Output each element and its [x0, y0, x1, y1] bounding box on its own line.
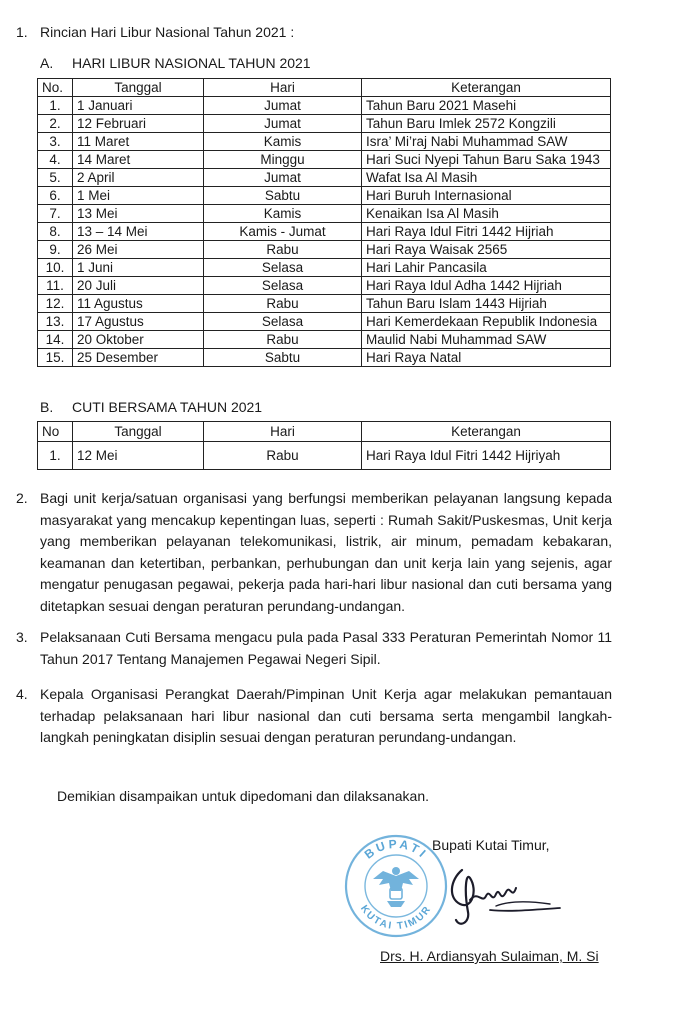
cell-hari: Jumat [204, 97, 362, 115]
cell-no: 10. [38, 259, 73, 277]
cell-hari: Kamis [204, 133, 362, 151]
cell-hari: Rabu [204, 241, 362, 259]
cell-keterangan: Tahun Baru Islam 1443 Hijriah [362, 295, 611, 313]
cell-tanggal: 17 Agustus [73, 313, 204, 331]
cell-no: 14. [38, 331, 73, 349]
cell-hari: Kamis [204, 205, 362, 223]
cell-tanggal: 20 Juli [73, 277, 204, 295]
cell-no: 13. [38, 313, 73, 331]
table-row [38, 442, 611, 470]
stamp-text-top: BUPATI [361, 836, 431, 862]
cell-hari: Rabu [204, 331, 362, 349]
section-a-title: HARI LIBUR NASIONAL TAHUN 2021 [72, 55, 311, 71]
table-row [38, 205, 611, 223]
cell-keterangan: Tahun Baru 2021 Masehi [362, 97, 611, 115]
cell-tanggal: 2 April [73, 169, 204, 187]
cell-hari: Selasa [204, 313, 362, 331]
table-row [38, 349, 611, 367]
section-b-title: CUTI BERSAMA TAHUN 2021 [72, 399, 263, 415]
item-1-number: 1. [16, 24, 28, 40]
cell-no: 15. [38, 349, 73, 367]
leave-table [37, 421, 611, 470]
cell-tanggal: 13 – 14 Mei [73, 223, 204, 241]
leave-table-header-row [38, 422, 611, 442]
cell-no: 1. [38, 442, 73, 470]
cell-keterangan: Maulid Nabi Muhammad SAW [362, 331, 611, 349]
table-row [38, 241, 611, 259]
item-1-text: Rincian Hari Libur Nasional Tahun 2021 : [40, 24, 295, 40]
col-header-hari: Hari [204, 422, 362, 442]
cell-keterangan: Hari Raya Natal [362, 349, 611, 367]
table-row [38, 187, 611, 205]
cell-keterangan: Hari Suci Nyepi Tahun Baru Saka 1943 [362, 151, 611, 169]
cell-no: 4. [38, 151, 73, 169]
cell-tanggal: 1 Mei [73, 187, 204, 205]
cell-tanggal: 11 Agustus [73, 295, 204, 313]
cell-no: 12. [38, 295, 73, 313]
cell-tanggal: 1 Juni [73, 259, 204, 277]
cell-hari: Kamis - Jumat [204, 223, 362, 241]
cell-keterangan: Hari Raya Idul Fitri 1442 Hijriah [362, 223, 611, 241]
item-4-text: Kepala Organisasi Perangkat Daerah/Pimpinan Unit Kerja agar melakukan pemantauan terhadap pelaksanaan hari libur nasional dan cuti bersama serta mengambil langkah-langkah peningkatan disiplin sesuai dengan peraturan perundang-undangan. [40, 686, 612, 745]
closing-text: Demikian disampaikan untuk dipedomani dan dilaksanakan. [57, 788, 430, 804]
cell-tanggal: 25 Desember [73, 349, 204, 367]
item-3-text: Pelaksanaan Cuti Bersama mengacu pula pada Pasal 333 Peraturan Pemerintah Nomor 11 Tahun 2017 Tentang Manajemen Pegawai Negeri Sipil. [40, 629, 612, 667]
cell-hari: Selasa [204, 259, 362, 277]
cell-keterangan: Wafat Isa Al Masih [362, 169, 611, 187]
cell-hari: Selasa [204, 277, 362, 295]
table-row [38, 295, 611, 313]
cell-hari: Sabtu [204, 187, 362, 205]
cell-hari: Jumat [204, 169, 362, 187]
cell-tanggal: 20 Oktober [73, 331, 204, 349]
cell-keterangan: Isra’ Mi’raj Nabi Muhammad SAW [362, 133, 611, 151]
cell-hari: Sabtu [204, 349, 362, 367]
table-row [38, 151, 611, 169]
signature-title: Bupati Kutai Timur, [432, 837, 550, 853]
table-row [38, 97, 611, 115]
cell-hari: Rabu [204, 442, 362, 470]
cell-tanggal: 11 Maret [73, 133, 204, 151]
garuda-emblem-icon [373, 867, 419, 907]
handwritten-signature [430, 860, 565, 945]
cell-no: 8. [38, 223, 73, 241]
cell-no: 2. [38, 115, 73, 133]
cell-keterangan: Hari Buruh Internasional [362, 187, 611, 205]
cell-hari: Minggu [204, 151, 362, 169]
cell-keterangan: Kenaikan Isa Al Masih [362, 205, 611, 223]
col-header-keterangan: Keterangan [362, 422, 611, 442]
cell-no: 3. [38, 133, 73, 151]
table-row [38, 115, 611, 133]
table-row [38, 277, 611, 295]
cell-tanggal: 12 Februari [73, 115, 204, 133]
col-header-no: No. [38, 79, 73, 97]
item-2-number: 2. [16, 490, 28, 506]
stamp-text-bottom: KUTAI TIMUR [358, 903, 434, 933]
item-3-number: 3. [16, 629, 28, 645]
item-4-number: 4. [16, 686, 28, 702]
cell-tanggal: 1 Januari [73, 97, 204, 115]
cell-no: 11. [38, 277, 73, 295]
col-header-tanggal: Tanggal [73, 422, 204, 442]
cell-tanggal: 12 Mei [73, 442, 204, 470]
col-header-tanggal: Tanggal [73, 79, 204, 97]
table-row [38, 133, 611, 151]
section-a-letter: A. [40, 55, 54, 71]
cell-tanggal: 13 Mei [73, 205, 204, 223]
holiday-table-header-row [38, 79, 611, 97]
table-row [38, 331, 611, 349]
col-header-keterangan: Keterangan [362, 79, 611, 97]
table-row [38, 313, 611, 331]
table-row [38, 259, 611, 277]
col-header-no: No [38, 422, 73, 442]
cell-no: 5. [38, 169, 73, 187]
item-2-text: Bagi unit kerja/satuan organisasi yang berfungsi memberikan pelayanan langsung kepada masyarakat yang mencakup kepentingan luas, seperti : Rumah Sakit/Puskesmas, Unit kerja yang memberikan pelayanan telekomunikasi, listrik, air minum, pemadam kebakaran, keamanan dan ketertiban, perbankan, perhubungan dan unit kerja lain yang sejenis, agar mengatur penugasan pegawai, pekerja pada hari-hari libur nasional dan cuti bersama yang ditetapkan sesuai dengan peraturan perundang-undangan. [40, 490, 612, 614]
cell-no: 6. [38, 187, 73, 205]
cell-keterangan: Tahun Baru Imlek 2572 Kongzili [362, 115, 611, 133]
table-row [38, 169, 611, 187]
cell-hari: Rabu [204, 295, 362, 313]
cell-no: 1. [38, 97, 73, 115]
signatory-name: Drs. H. Ardiansyah Sulaiman, M. Si [380, 948, 599, 964]
cell-keterangan: Hari Kemerdekaan Republik Indonesia [362, 313, 611, 331]
cell-keterangan: Hari Raya Idul Fitri 1442 Hijriyah [362, 442, 611, 470]
holiday-table [37, 78, 611, 367]
svg-text:BUPATI [362, 837, 431, 862]
table-row [38, 223, 611, 241]
cell-keterangan: Hari Lahir Pancasila [362, 259, 611, 277]
cell-no: 7. [38, 205, 73, 223]
cell-tanggal: 14 Maret [73, 151, 204, 169]
cell-keterangan: Hari Raya Waisak 2565 [362, 241, 611, 259]
section-b-letter: B. [40, 399, 54, 415]
cell-hari: Jumat [204, 115, 362, 133]
cell-no: 9. [38, 241, 73, 259]
cell-keterangan: Hari Raya Idul Adha 1442 Hijriah [362, 277, 611, 295]
col-header-hari: Hari [204, 79, 362, 97]
cell-tanggal: 26 Mei [73, 241, 204, 259]
